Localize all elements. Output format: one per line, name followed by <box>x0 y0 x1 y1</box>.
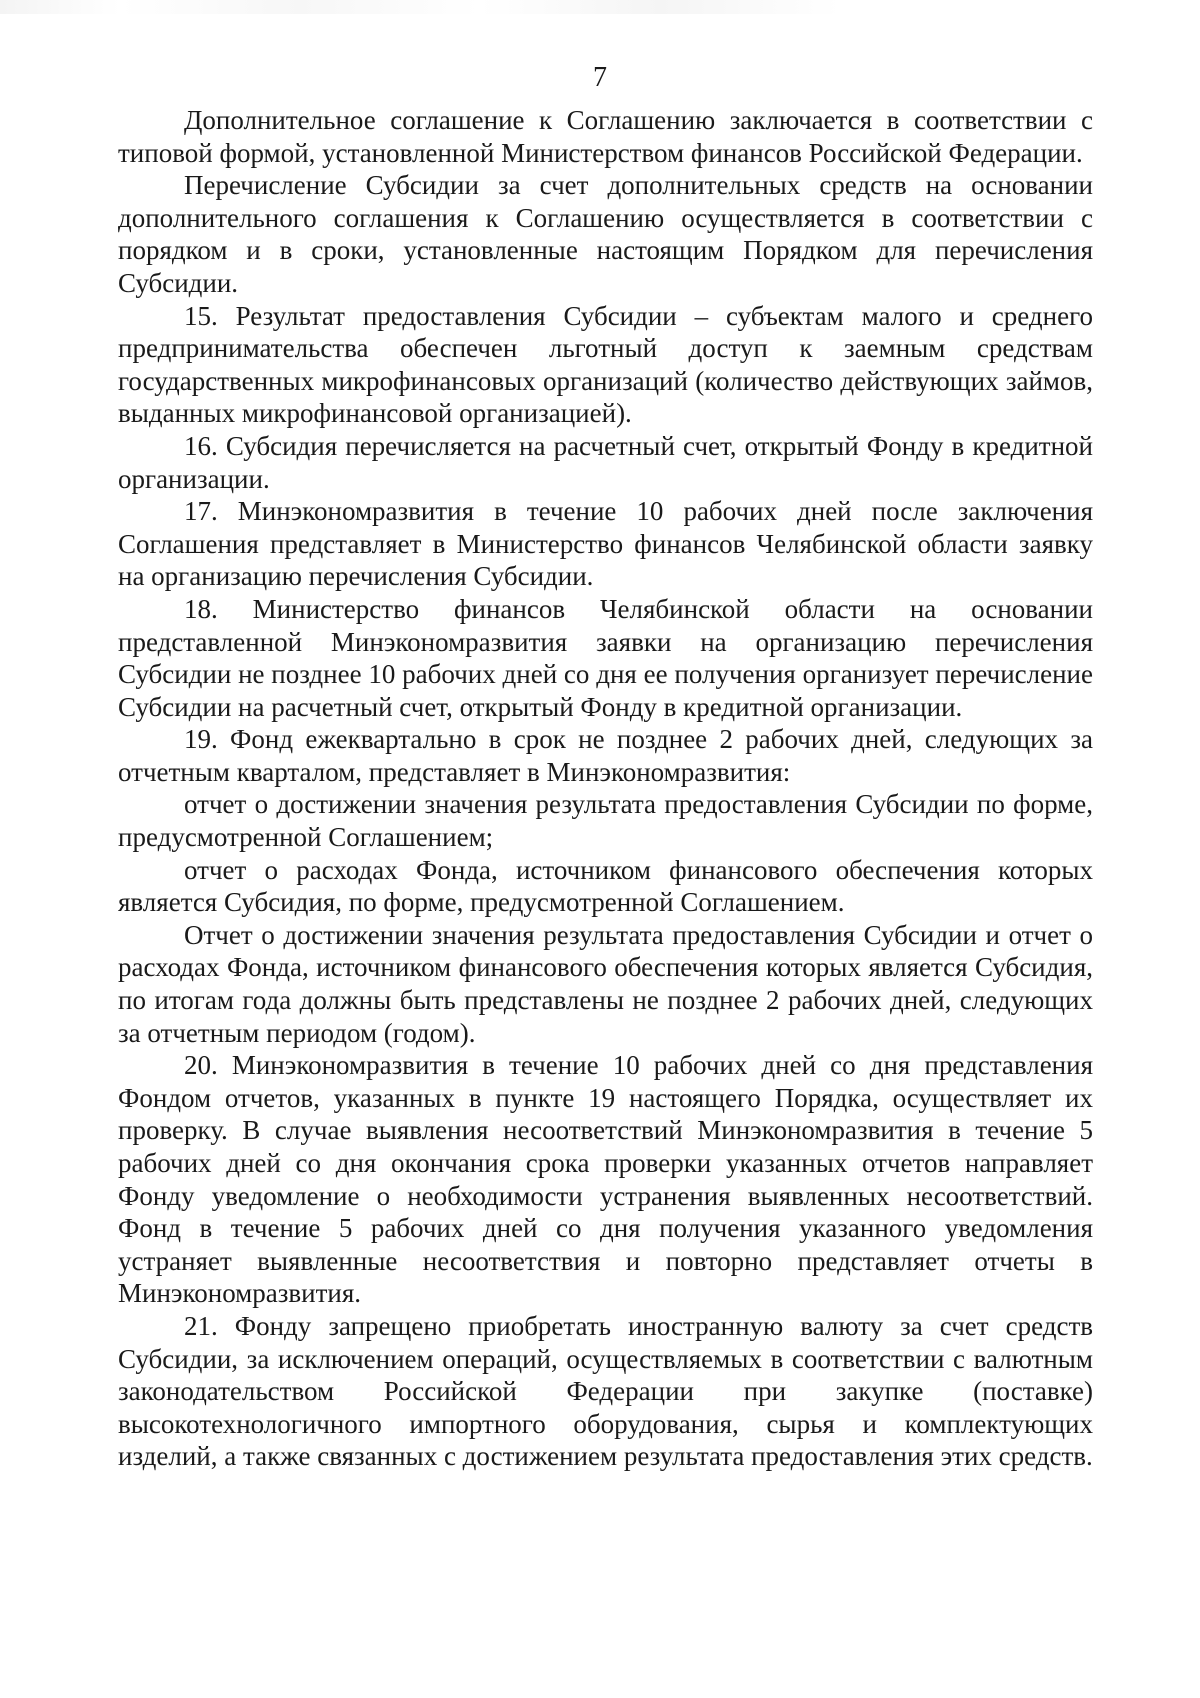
page-number: 7 <box>593 62 607 93</box>
paragraph: Дополнительное соглашение к Соглашению заключается в соответствии с типовой формой, установленной Министерством финансов Российской Федерации. <box>118 105 1093 168</box>
paragraph-report-expenses: отчет о расходах Фонда, источником финансового обеспечения которых является Субсидия, по форме, предусмотренной Соглашением. <box>118 854 1093 918</box>
paragraph-item-17: 17. Минэкономразвития в течение 10 рабочих дней после заключения Соглашения представляет в Министерство финансов Челябинской области заявку на организацию перечисления Субсидии. <box>118 496 1093 592</box>
paragraph-item-16: 16. Субсидия перечисляется на расчетный счет, открытый Фонду в кредитной организации. <box>118 430 1093 494</box>
paragraph-item-19: 19. Фонд ежеквартально в срок не позднее 2 рабочих дней, следующих за отчетным кварталом, представляет в Минэкономразвития: <box>118 724 1093 787</box>
paragraph: Перечисление Субсидии за счет дополнительных средств на основании дополнительного соглашения к Соглашению осуществляется в соответствии с порядком и в сроки, установленные настоящим Порядком для перечисления Субсидии. <box>118 170 1093 298</box>
paragraph-item-18: 18. Министерство финансов Челябинской области на основании представленной Минэкономразвития заявки на организацию перечисления Субсидии не позднее 10 рабочих дней со дня ее получения организует перечисление Субсидии на расчетный счет, открытый Фонду в кредитной организации. <box>118 593 1093 722</box>
paragraph-report-result: отчет о достижении значения результата предоставления Субсидии по форме, предусмотренной Соглашением; <box>118 789 1093 853</box>
document-body <box>118 104 1093 1473</box>
scan-edge <box>0 0 1200 14</box>
paragraph-item-15: 15. Результат предоставления Субсидии – субъектам малого и среднего предпринимательства обеспечен льготный доступ к заемным средствам государственных микрофинансовых организаций (количество действующих займов, выданных микрофинансовой организацией). <box>118 300 1093 429</box>
paragraph-item-21: 21. Фонду запрещено приобретать иностранную валюту за счет средств Субсидии, за исключением операций, осуществляемых в соответствии с валютным законодательством Российской Федерации при закупке (поставке) высокотехнологичного импортного оборудования, сырья и комплектующих изделий, а также связанных с достижением результата предоставления этих средств. <box>118 1310 1093 1472</box>
paragraph-item-20: 20. Минэкономразвития в течение 10 рабочих дней со дня представления Фондом отчетов, указанных в пункте 19 настоящего Порядка, осуществляет их проверку. В случае выявления несоответствий Минэкономразвития в течение 5 рабочих дней со дня окончания срока проверки указанных отчетов направляет Фонду уведомление о необходимости устранения выявленных несоответствий. Фонд в течение 5 рабочих дней со дня получения указанного уведомления устраняет выявленные несоответствия и повторно представляет отчеты в Минэкономразвития. <box>118 1050 1093 1309</box>
paragraph-annual-reports: Отчет о достижении значения результата предоставления Субсидии и отчет о расходах Фонда, источником финансового обеспечения которых является Субсидия, по итогам года должны быть представлены не позднее 2 рабочих дней, следующих за отчетным периодом (годом). <box>118 919 1093 1048</box>
